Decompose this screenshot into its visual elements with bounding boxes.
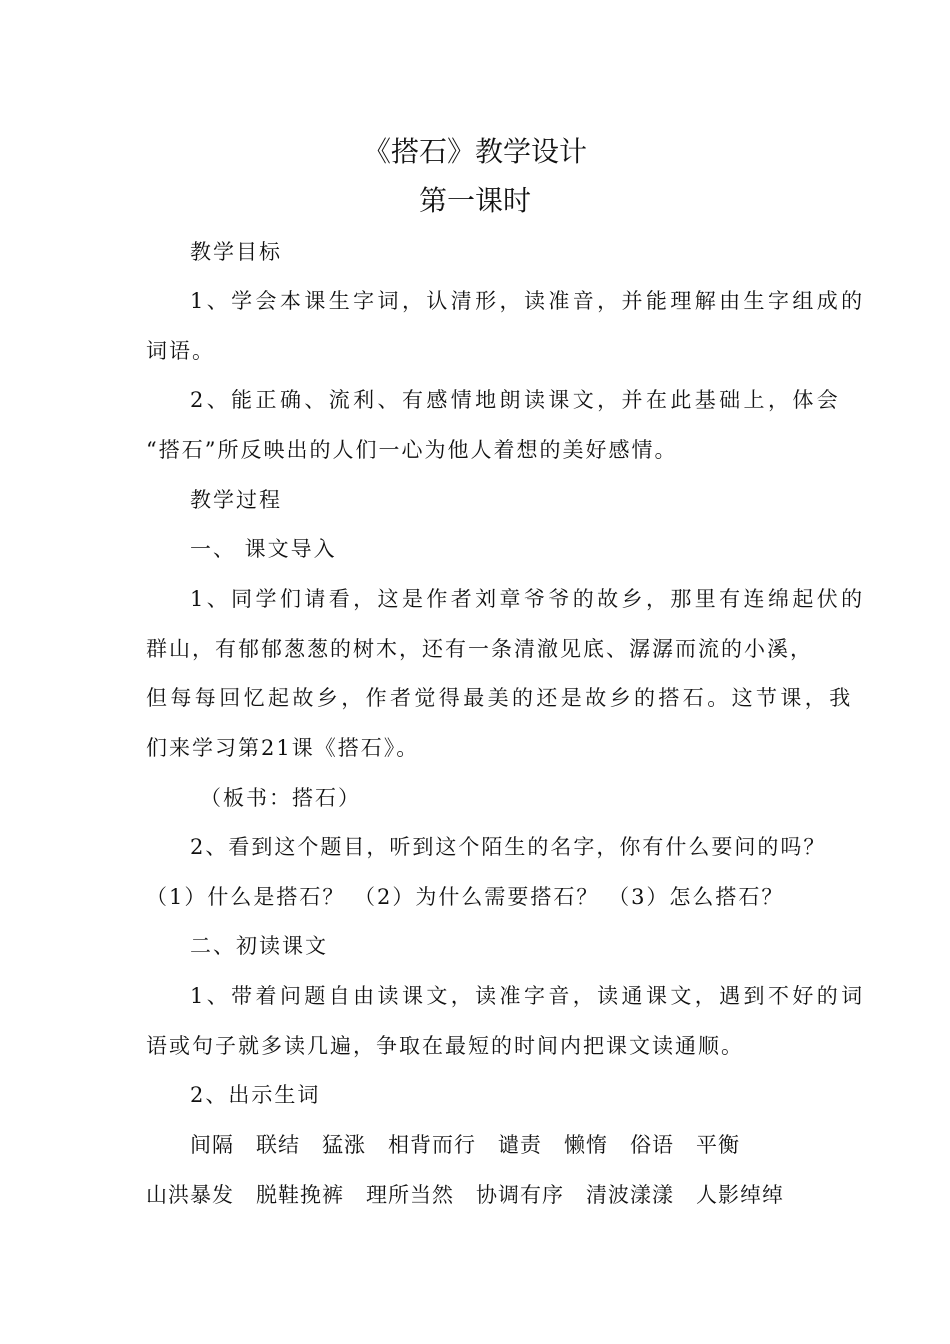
vocab-word: 相背而行 xyxy=(388,1133,476,1157)
paragraph-line: 1、同学们请看，这是作者刘章爷爷的故乡，那里有连绵起伏的 xyxy=(190,587,866,611)
document-title: 《搭石》教学设计 xyxy=(362,135,587,168)
section-heading-first-reading: 二、初读课文 xyxy=(190,934,328,958)
paragraph-line: 1、学会本课生字词，认清形，读准音，并能理解由生字组成的 xyxy=(190,289,866,313)
section-heading-process: 教学过程 xyxy=(190,488,282,512)
paragraph-line: 2、看到这个题目，听到这个陌生的名字，你有什么要问的吗？ xyxy=(190,835,827,859)
paragraph-line: 但每每回忆起故乡，作者觉得最美的还是故乡的搭石。这节课，我 xyxy=(146,686,854,710)
vocab-word: 人影绰绰 xyxy=(696,1183,784,1207)
vocab-word: 间隔 xyxy=(190,1133,234,1157)
vocab-row-1 xyxy=(190,1131,740,1159)
section-heading-intro: 一、 课文导入 xyxy=(190,537,337,561)
vocab-word: 平衡 xyxy=(696,1133,740,1157)
vocab-word: 谴责 xyxy=(498,1133,542,1157)
vocab-word: 脱鞋挽裤 xyxy=(256,1183,344,1207)
paragraph-line: “搭石”所反映出的人们一心为他人着想的美好感情。 xyxy=(146,438,678,462)
paragraph-line: 语或句子就多读几遍，争取在最短的时间内把课文读通顺。 xyxy=(146,1034,744,1058)
vocab-word: 协调有序 xyxy=(476,1183,564,1207)
vocab-word: 懒惰 xyxy=(564,1133,608,1157)
board-note: （板书：搭石） xyxy=(200,786,361,810)
vocab-word: 猛涨 xyxy=(322,1133,366,1157)
paragraph-line: 2、能正确、流利、有感情地朗读课文，并在此基础上，体会 xyxy=(190,388,842,412)
paragraph-line: 们来学习第21课《搭石》。 xyxy=(146,736,420,760)
vocab-heading: 2、出示生词 xyxy=(190,1083,321,1107)
paragraph-line: 群山，有郁郁葱葱的树木，还有一条清澈见底、潺潺而流的小溪， xyxy=(146,637,813,661)
vocab-row-2 xyxy=(146,1181,784,1209)
paragraph-line: 1、带着问题自由读课文，读准字音，读通课文，遇到不好的词 xyxy=(190,984,866,1008)
vocab-word: 俗语 xyxy=(630,1133,674,1157)
vocab-word: 理所当然 xyxy=(366,1183,454,1207)
question-list: （1）什么是搭石？ （2）为什么需要搭石？ （3）怎么搭石？ xyxy=(146,885,785,909)
vocab-word: 山洪暴发 xyxy=(146,1183,234,1207)
vocab-word: 联结 xyxy=(256,1133,300,1157)
section-heading-objectives: 教学目标 xyxy=(190,240,282,264)
vocab-word: 清波漾漾 xyxy=(586,1183,674,1207)
paragraph-line: 词语。 xyxy=(146,339,215,363)
lesson-subtitle: 第一课时 xyxy=(418,184,531,217)
